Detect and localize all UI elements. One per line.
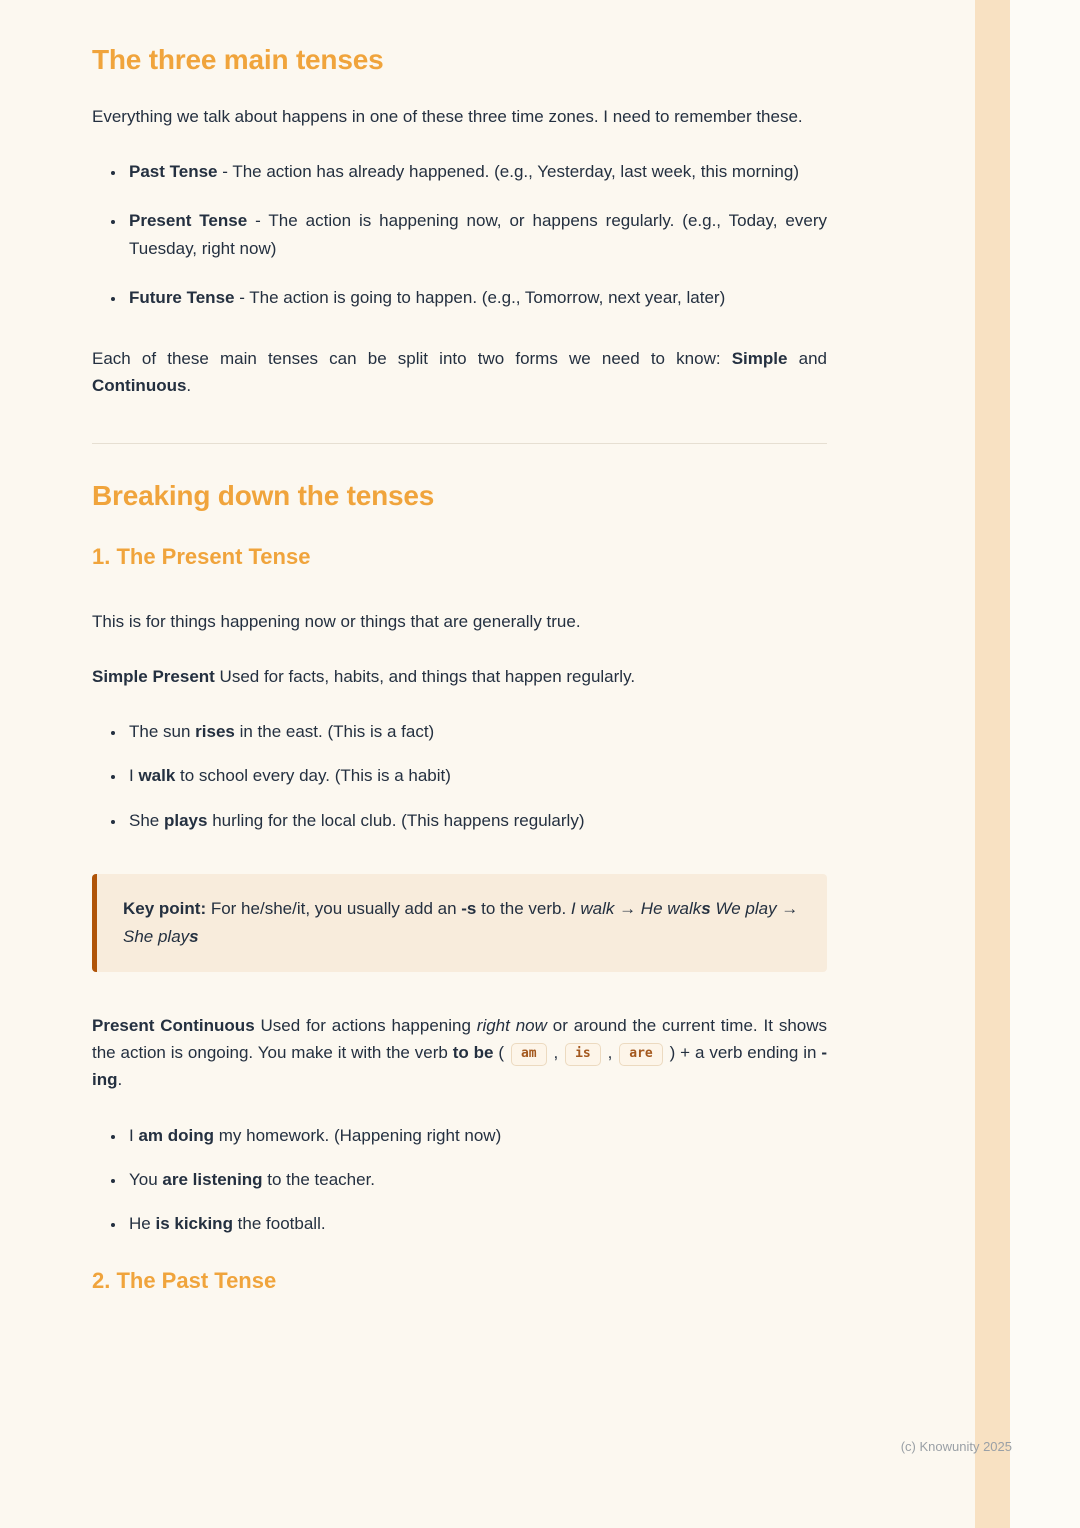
text-segment: Simple: [731, 348, 788, 368]
text-segment: hurling for the local club. (This happens regularly): [207, 810, 585, 830]
text-segment: Everything we talk about happens in one of these three time zones. I need to remember these.: [92, 107, 803, 126]
text-segment: ,: [548, 1043, 564, 1063]
page-edge-stripe: [975, 0, 1010, 1528]
text-segment: s: [189, 926, 199, 946]
list-item-example-walk: [126, 762, 827, 789]
text-segment: This is for things happening now or things that are generally true.: [92, 611, 581, 631]
list-item-example-am-doing: [126, 1122, 827, 1149]
text-segment: my homework. (Happening right now): [214, 1125, 502, 1145]
section-divider: [92, 443, 827, 444]
text-segment: We play → She play: [123, 898, 799, 946]
text-segment: Past Tense: [129, 162, 218, 182]
present-continuous-paragraph: [92, 1012, 827, 1094]
text-segment: ) + a verb ending in: [664, 1043, 822, 1063]
text-segment: I: [129, 1125, 139, 1145]
list-item-example-are-listening: [126, 1166, 827, 1193]
simple-present-paragraph: [92, 663, 827, 690]
inline-code-chip: is: [565, 1043, 601, 1066]
inline-code-chip: are: [619, 1043, 662, 1066]
text-segment: Continuous: [92, 376, 187, 396]
list-item-future-tense: [126, 284, 827, 311]
text-segment: right now: [476, 1015, 547, 1035]
text-segment: and: [787, 348, 827, 368]
list-item-example-plays: [126, 807, 827, 834]
text-segment: .: [186, 376, 192, 396]
text-segment: -ing: [92, 1043, 828, 1090]
inline-code-chip: am: [511, 1043, 547, 1066]
present-tense-lead-paragraph: [92, 608, 827, 635]
text-segment: ,: [602, 1043, 618, 1063]
text-segment: s: [701, 898, 711, 918]
text-segment: to the teacher.: [262, 1169, 376, 1189]
text-segment: or around the current time. It shows the action is ongoing. You make it with the verb: [92, 1015, 828, 1063]
intro-paragraph: [92, 103, 827, 130]
text-segment: The sun: [129, 722, 196, 742]
text-segment: am doing: [138, 1125, 215, 1145]
list-item-past-tense: [126, 158, 827, 185]
text-segment: plays: [163, 810, 208, 830]
text-segment: Future Tense: [129, 287, 235, 307]
text-segment: in the east. (This is a fact): [234, 722, 435, 742]
text-segment: - The action is going to happen. (e.g., Tomorrow, next year, later): [234, 287, 726, 307]
text-segment: are listening: [162, 1169, 263, 1189]
section-title-breaking-down: Breaking down the tenses: [92, 480, 435, 512]
text-segment: Used for facts, habits, and things that happen regularly.: [214, 667, 636, 687]
outro-paragraph: [92, 345, 827, 399]
text-segment: - The action has already happened. (e.g., Yesterday, last week, this morning): [217, 162, 800, 182]
page-edge-gutter: [1010, 0, 1080, 1528]
simple-present-examples-list: [92, 718, 827, 834]
text-segment: rises: [195, 722, 235, 742]
text-segment: to school every day. (This is a habit): [175, 766, 451, 786]
text-segment: He: [129, 1213, 156, 1233]
text-segment: Simple Present: [92, 667, 215, 687]
notes-content: [92, 0, 827, 1296]
text-segment: to the verb.: [476, 898, 571, 918]
text-segment: .: [117, 1070, 123, 1090]
present-continuous-examples-list: [92, 1122, 827, 1238]
text-segment: Each of these main tenses can be split into two forms we need to know:: [92, 348, 732, 368]
key-point-callout: [92, 874, 827, 972]
subsection-title-present-tense: 1. The Present Tense: [92, 544, 311, 570]
text-segment: (: [493, 1043, 509, 1063]
text-segment: She: [129, 810, 164, 830]
subsection-title-past-tense: 2. The Past Tense: [92, 1268, 277, 1294]
text-segment: Used for actions happening: [254, 1015, 477, 1035]
text-segment: to be: [452, 1043, 494, 1063]
copyright-watermark: (c) Knowunity 2025: [900, 1439, 1012, 1454]
section-title-three-main-tenses: The three main tenses: [92, 44, 384, 75]
text-segment: I: [129, 766, 139, 786]
text-segment: Key point:: [123, 898, 207, 918]
text-segment: You: [129, 1169, 163, 1189]
text-segment: - The action is happening now, or happens regularly. (e.g., Today, every Tuesday, right now): [129, 211, 827, 258]
list-item-example-is-kicking: [126, 1210, 827, 1237]
list-item-present-tense: [126, 207, 827, 261]
key-point-text: [123, 895, 801, 951]
text-segment: -s: [461, 898, 477, 918]
text-segment: is kicking: [155, 1213, 233, 1233]
text-segment: Present Continuous: [92, 1015, 255, 1035]
list-item-example-rises: [126, 718, 827, 745]
text-segment: For he/she/it, you usually add an: [206, 898, 462, 918]
text-segment: I walk → He walk: [570, 898, 702, 918]
text-segment: walk: [138, 766, 176, 786]
tenses-list: [92, 158, 827, 311]
text-segment: the football.: [232, 1213, 326, 1233]
text-segment: Present Tense: [129, 211, 248, 231]
